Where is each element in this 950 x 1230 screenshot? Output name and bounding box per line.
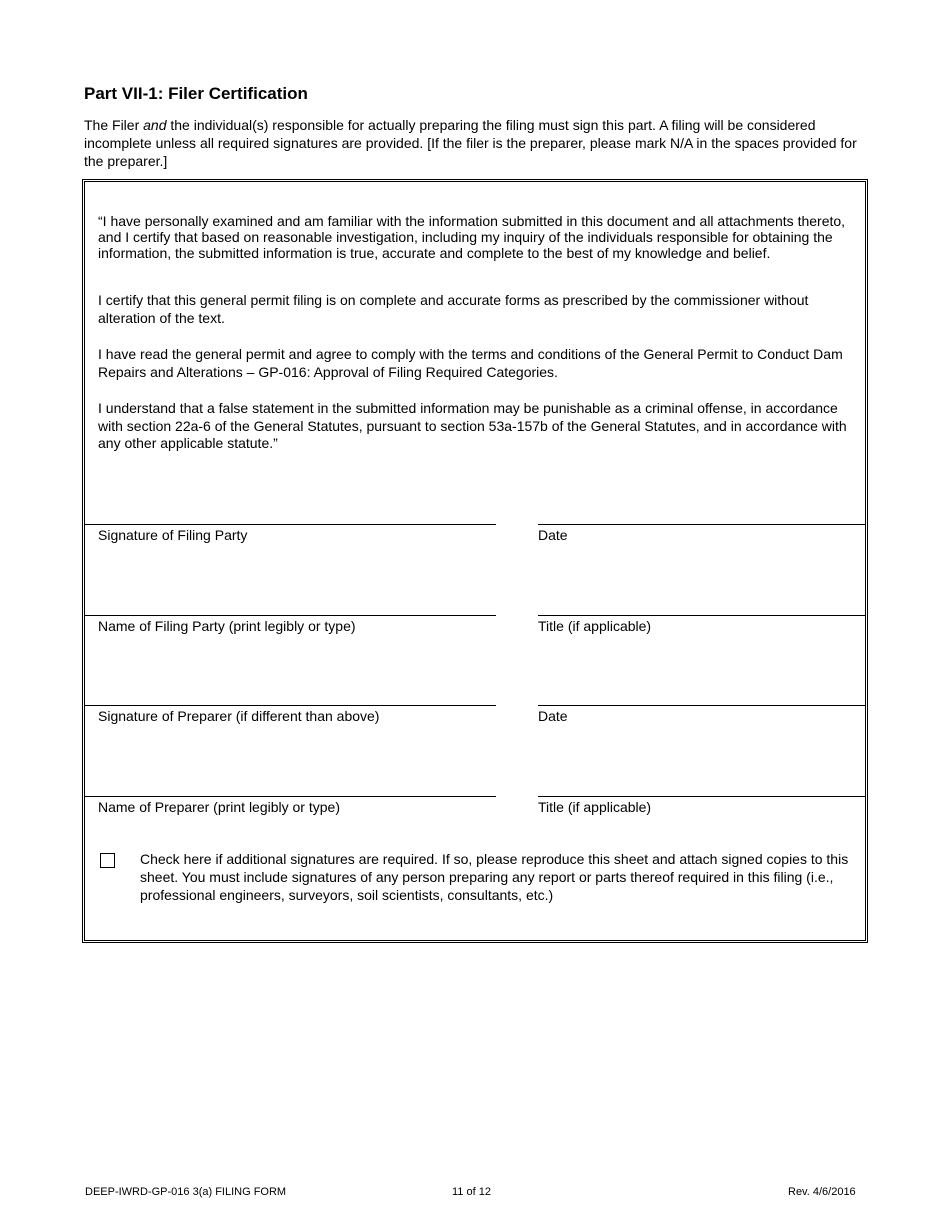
- filing-party-name-line[interactable]: [85, 615, 496, 616]
- filing-party-title-line[interactable]: [538, 615, 865, 616]
- filing-party-name-label: Name of Filing Party (print legibly or type): [98, 618, 356, 634]
- intro-text: [84, 116, 874, 170]
- footer-revision: Rev. 4/6/2016: [788, 1186, 856, 1198]
- certification-paragraph-3: I have read the general permit and agree to comply with the terms and conditions of the General Permit to Conduct Dam Repairs and Alterations – GP-016: Approval of Filing Required Categories.: [98, 346, 843, 380]
- additional-signatures-label: Check here if additional signatures are required. If so, please reproduce this sheet and attach signed copies to this sheet. You must include signatures of any person preparing any report or parts thereof required in this filing (i.e., professional engineers, surveyors, soil scientists, consultants, etc.): [140, 851, 849, 903]
- filing-party-signature-label: Signature of Filing Party: [98, 527, 248, 543]
- preparer-date-line[interactable]: [538, 705, 865, 706]
- certification-box: [82, 179, 868, 943]
- preparer-title-line[interactable]: [538, 796, 865, 797]
- preparer-name-label: Name of Preparer (print legibly or type): [98, 799, 340, 815]
- preparer-signature-line[interactable]: [85, 705, 496, 706]
- filing-party-date-label: Date: [538, 527, 568, 543]
- certification-paragraph-2: I certify that this general permit filing is on complete and accurate forms as prescribed by the commissioner without alteration of the text.: [98, 292, 809, 326]
- preparer-signature-label: Signature of Preparer (if different than above): [98, 708, 380, 724]
- footer-page-number: 11 of 12: [452, 1186, 491, 1198]
- filing-party-title-label: Title (if applicable): [538, 618, 652, 634]
- certification-paragraph-4: I understand that a false statement in the submitted information may be punishable as a criminal offense, in accordance with section 22a-6 of the General Statutes, pursuant to section 53a-157b of the General Statutes, and in accordance with any other applicable statute.”: [98, 400, 847, 451]
- preparer-name-line[interactable]: [85, 796, 496, 797]
- additional-signatures-checkbox[interactable]: [100, 853, 115, 868]
- intro-part-1: The Filer: [84, 117, 144, 133]
- preparer-title-label: Title (if applicable): [538, 799, 652, 815]
- preparer-date-label: Date: [538, 708, 568, 724]
- intro-part-2: the individual(s) responsible for actually preparing the filing must sign this part. A filing will be considered incomplete unless all required signatures are provided. [If the filer is the preparer, please mark N/A in the spaces provided for the preparer.]: [84, 117, 857, 169]
- footer-form-id: DEEP-IWRD-GP-016 3(a) FILING FORM: [85, 1186, 287, 1198]
- certification-paragraph-1: “I have personally examined and am familiar with the information submitted in this document and all attachments thereto, and I certify that based on reasonable investigation, including my inquiry of the individuals responsible for obtaining the information, the submitted information is true, accurate and complete to the best of my knowledge and belief.: [98, 213, 846, 261]
- filing-party-signature-line[interactable]: [85, 524, 496, 525]
- filing-party-date-line[interactable]: [538, 524, 865, 525]
- page-title: Part VII-1: Filer Certification: [84, 84, 308, 103]
- intro-emphasis: and: [143, 117, 167, 133]
